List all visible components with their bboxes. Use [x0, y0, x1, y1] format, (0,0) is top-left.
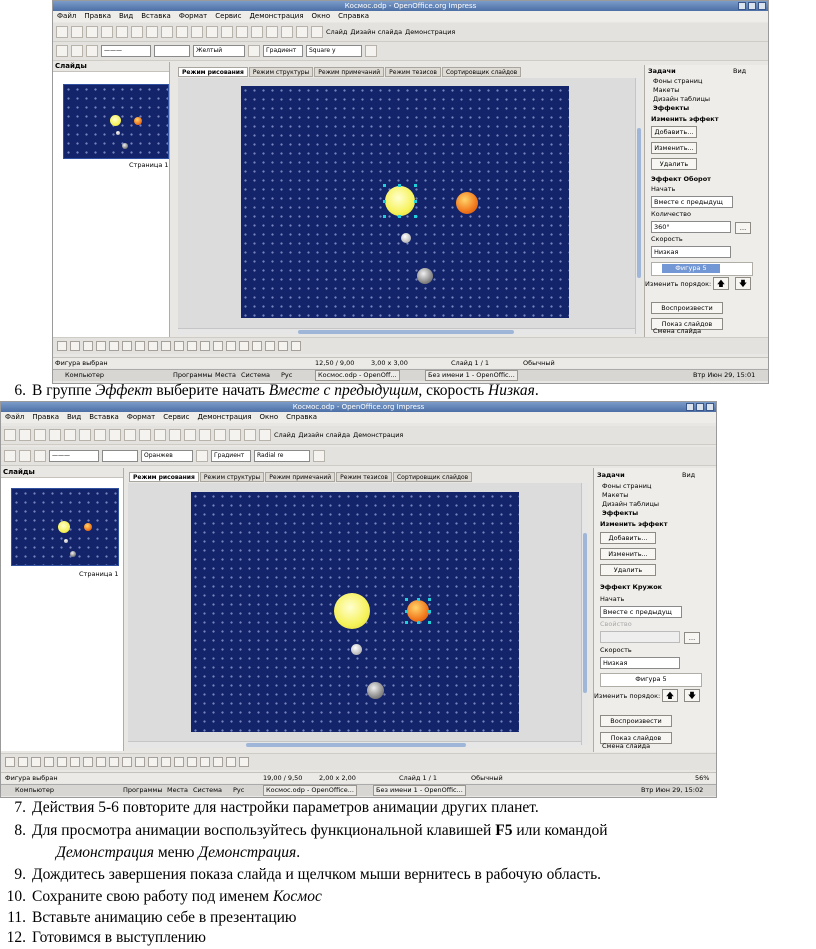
edit-effect-button[interactable]: Изменить...: [600, 548, 656, 560]
taskbar-programs[interactable]: Программы: [173, 371, 213, 379]
menu-bar: [53, 11, 768, 22]
section-effects[interactable]: Эффекты: [653, 104, 690, 112]
view-tabs: [178, 67, 521, 77]
status-position: 12,50 / 9,00: [315, 359, 355, 367]
drawing-toolbar: [1, 753, 716, 770]
arrow-style-icon[interactable]: [34, 450, 46, 462]
start-select[interactable]: Вместе с предыдущ: [600, 606, 682, 618]
tab-notes[interactable]: Режим примечаний: [265, 472, 335, 482]
slide-canvas[interactable]: [191, 492, 519, 732]
taskbar-task-untitled[interactable]: Без имени 1 - OpenOffic...: [373, 785, 466, 796]
chart-icon[interactable]: [251, 26, 263, 38]
move-up-button[interactable]: 🡅: [662, 689, 678, 702]
status-bar: [53, 357, 768, 368]
taskbar-task-kosmos[interactable]: Космос.odp - OpenOff...: [315, 370, 400, 381]
slideshow-preview-button[interactable]: Показ слайдов: [600, 732, 672, 744]
stars-icon[interactable]: [174, 757, 184, 767]
styles-icon[interactable]: [4, 450, 16, 462]
effect-name: Эффект Кружок: [600, 583, 663, 591]
slide-thumbnail[interactable]: [63, 84, 169, 159]
property-options-button[interactable]: …: [684, 632, 700, 644]
paste-icon[interactable]: [154, 429, 166, 441]
cut-icon[interactable]: [124, 429, 136, 441]
undo-icon[interactable]: [169, 429, 181, 441]
menu-tools[interactable]: Сервис: [215, 12, 242, 20]
minimize-icon[interactable]: [686, 403, 694, 411]
3d-icon[interactable]: [278, 341, 288, 351]
speed-label: Скорость: [600, 646, 632, 654]
status-layout: Обычный: [523, 359, 555, 367]
status-size: 3,00 x 3,00: [371, 359, 408, 367]
amount-select[interactable]: 360°: [651, 221, 731, 233]
open-icon[interactable]: [19, 429, 31, 441]
slideshow-button[interactable]: Демонстрация: [405, 28, 456, 36]
status-slide: Слайд 1 / 1: [451, 359, 490, 367]
text-icon[interactable]: [70, 757, 80, 767]
window-title: Космос.odp - OpenOffice.org Impress: [292, 403, 425, 411]
table-icon[interactable]: [214, 429, 226, 441]
section-slide-transition[interactable]: Смена слайда: [653, 327, 702, 335]
thumb-label: Страница 1: [129, 161, 169, 169]
rectangle-icon[interactable]: [44, 757, 54, 767]
window-title-bar: [53, 1, 768, 11]
menu-insert[interactable]: Вставка: [89, 413, 119, 421]
vertical-scrollbar[interactable]: [581, 483, 588, 745]
slides-pane: [1, 468, 124, 751]
ellipse-icon[interactable]: [57, 757, 67, 767]
line-width-select[interactable]: [154, 45, 190, 57]
spellcheck-icon[interactable]: [109, 429, 121, 441]
speed-label: Скорость: [651, 235, 683, 243]
area-icon[interactable]: [248, 45, 260, 57]
line-tool-icon[interactable]: [18, 757, 28, 767]
horizontal-scrollbar[interactable]: [128, 741, 581, 748]
arrow-style-icon[interactable]: [86, 45, 98, 57]
tab-drawing[interactable]: Режим рисования: [178, 67, 248, 77]
arrow-tool-icon[interactable]: [31, 757, 41, 767]
section-layouts[interactable]: Макеты: [653, 86, 680, 94]
chart-icon[interactable]: [199, 429, 211, 441]
standard-toolbar: [1, 426, 716, 445]
sun-shape[interactable]: [385, 186, 415, 216]
pdf-icon[interactable]: [131, 26, 143, 38]
image-icon[interactable]: [213, 757, 223, 767]
step-6: 6. В группе Эффект выберите начать Вместе с предыдущим, скорость Низкая.: [14, 382, 539, 399]
callouts-icon[interactable]: [213, 341, 223, 351]
tab-sorter[interactable]: Сортировщик слайдов: [442, 67, 521, 77]
mail-icon[interactable]: [49, 429, 61, 441]
move-up-button[interactable]: 🡅: [713, 277, 729, 290]
vertical-scrollbar[interactable]: [635, 78, 642, 334]
remove-effect-button[interactable]: Удалить: [600, 564, 656, 576]
status-position: 19,00 / 9,50: [263, 774, 303, 782]
save-icon[interactable]: [34, 429, 46, 441]
print-icon[interactable]: [146, 26, 158, 38]
line-color-select[interactable]: Желтый: [193, 45, 245, 57]
taskbar-task-kosmos[interactable]: Космос.odp - OpenOffice...: [263, 785, 357, 796]
drawing-toolbar: [53, 337, 768, 354]
menu-bar: [1, 412, 716, 423]
curve-icon[interactable]: [83, 757, 93, 767]
taskbar-places[interactable]: Места: [167, 786, 188, 794]
fontwork-icon[interactable]: [252, 341, 262, 351]
taskbar-lang: Рус: [281, 371, 293, 379]
connector-icon[interactable]: [96, 757, 106, 767]
area-icon[interactable]: [196, 450, 208, 462]
status-size: 2,00 x 2,00: [319, 774, 356, 782]
navigator-icon[interactable]: [281, 26, 293, 38]
move-down-button[interactable]: 🡇: [735, 277, 751, 290]
menu-edit[interactable]: Правка: [32, 413, 59, 421]
flowchart-icon[interactable]: [200, 341, 210, 351]
effect-list[interactable]: [600, 673, 702, 687]
section-backgrounds[interactable]: Фоны страниц: [653, 77, 703, 85]
line-style-select[interactable]: ———: [49, 450, 99, 462]
move-down-button[interactable]: 🡇: [684, 689, 700, 702]
open-icon[interactable]: [71, 26, 83, 38]
thumb-label: Страница 1: [79, 570, 119, 578]
taskbar-clock: Втр Июн 29, 15:01: [693, 371, 756, 379]
select-icon[interactable]: [5, 757, 15, 767]
line-icon[interactable]: [19, 450, 31, 462]
taskbar-system[interactable]: Система: [193, 786, 223, 794]
slide-canvas[interactable]: [241, 86, 569, 318]
text-icon[interactable]: [122, 341, 132, 351]
paste-icon[interactable]: [206, 26, 218, 38]
line-fill-toolbar: [1, 447, 716, 466]
menu-edit[interactable]: Правка: [84, 12, 111, 20]
start-label: Начать: [651, 185, 676, 193]
taskbar-lang: Рус: [233, 786, 245, 794]
line-tool-icon[interactable]: [70, 341, 80, 351]
task-pane: [593, 468, 717, 752]
task-pane-title: Задачи: [648, 67, 676, 75]
new-icon[interactable]: [56, 26, 68, 38]
menu-file[interactable]: Файл: [5, 413, 25, 421]
slides-pane-title: Слайды: [53, 62, 169, 72]
standard-toolbar: [53, 23, 768, 42]
zoom-icon[interactable]: [296, 26, 308, 38]
taskbar-computer[interactable]: Компьютер: [15, 786, 54, 794]
copy-icon[interactable]: [139, 429, 151, 441]
task-pane-title: Задачи: [597, 471, 625, 479]
add-effect-button[interactable]: Добавить...: [600, 532, 656, 544]
amount-label: Количество: [651, 210, 691, 218]
redo-icon[interactable]: [184, 429, 196, 441]
symbol-shapes-icon[interactable]: [174, 341, 184, 351]
close-icon[interactable]: [758, 2, 766, 10]
zoom-icon[interactable]: [244, 429, 256, 441]
menu-window[interactable]: Окно: [311, 12, 331, 20]
status-bar: [1, 772, 716, 783]
maximize-icon[interactable]: [748, 2, 756, 10]
play-button[interactable]: Воспроизвести: [600, 715, 672, 727]
help-icon[interactable]: [311, 26, 323, 38]
start-label: Начать: [600, 595, 625, 603]
section-table-design[interactable]: Дизайн таблицы: [602, 500, 659, 508]
line-fill-toolbar: [53, 42, 768, 61]
basic-shapes-icon[interactable]: [109, 757, 119, 767]
slideshow-preview-button[interactable]: Показ слайдов: [651, 318, 723, 330]
drawing-area[interactable]: [128, 483, 581, 745]
status-layout: Обычный: [471, 774, 503, 782]
section-effects[interactable]: Эффекты: [602, 509, 639, 517]
block-arrows-icon[interactable]: [187, 341, 197, 351]
menu-insert[interactable]: Вставка: [141, 12, 171, 20]
task-pane: [644, 65, 769, 337]
undo-icon[interactable]: [221, 26, 233, 38]
tab-sorter[interactable]: Сортировщик слайдов: [393, 472, 472, 482]
horizontal-scrollbar[interactable]: [178, 328, 635, 335]
edit-icon[interactable]: [64, 429, 76, 441]
change-effect-heading: Изменить эффект: [651, 115, 719, 123]
asteroid-shape[interactable]: [417, 268, 433, 284]
select-icon[interactable]: [57, 341, 67, 351]
slides-pane-title: Слайды: [1, 468, 123, 478]
close-icon[interactable]: [706, 403, 714, 411]
tab-handout[interactable]: Режим тезисов: [385, 67, 441, 77]
property-label: Свойство: [600, 620, 632, 628]
image-icon[interactable]: [265, 341, 275, 351]
moon-shape[interactable]: [401, 233, 411, 243]
effect-list[interactable]: [651, 262, 753, 276]
menu-file[interactable]: Файл: [57, 12, 77, 20]
step-8: 8. Для просмотра анимации воспользуйтесь функциональной клавишей F5 или командой: [14, 822, 608, 839]
mail-icon[interactable]: [101, 26, 113, 38]
animation-icon[interactable]: [291, 341, 301, 351]
redo-icon[interactable]: [236, 26, 248, 38]
change-effect-heading: Изменить эффект: [600, 520, 668, 528]
menu-view[interactable]: Вид: [66, 413, 82, 421]
line-color-select[interactable]: Оранжев: [141, 450, 193, 462]
maximize-icon[interactable]: [696, 403, 704, 411]
animation-icon[interactable]: [239, 757, 249, 767]
styles-icon[interactable]: [56, 45, 68, 57]
screenshot-1: [52, 0, 769, 384]
menu-view[interactable]: Вид: [118, 12, 134, 20]
add-effect-button[interactable]: Добавить...: [651, 126, 697, 138]
mars-shape[interactable]: [456, 192, 478, 214]
sun-shape[interactable]: [334, 593, 370, 629]
navigator-icon[interactable]: [229, 429, 241, 441]
section-slide-transition[interactable]: Смена слайда: [602, 742, 651, 750]
arrow-tool-icon[interactable]: [83, 341, 93, 351]
tab-handout[interactable]: Режим тезисов: [336, 472, 392, 482]
task-pane-view-menu[interactable]: Вид: [733, 67, 747, 75]
callouts-icon[interactable]: [161, 757, 171, 767]
menu-format[interactable]: Формат: [126, 413, 156, 421]
cut-icon[interactable]: [176, 26, 188, 38]
task-pane-view-menu[interactable]: Вид: [682, 471, 696, 479]
menu-tools[interactable]: Сервис: [163, 413, 190, 421]
menu-slideshow[interactable]: Демонстрация: [197, 413, 252, 421]
taskbar-programs[interactable]: Программы: [123, 786, 163, 794]
view-tabs: [129, 472, 472, 482]
moon-shape[interactable]: [351, 644, 362, 655]
start-select[interactable]: Вместе с предыдущ: [651, 196, 733, 208]
drawing-area[interactable]: [178, 78, 641, 334]
menu-help[interactable]: Справка: [286, 413, 317, 421]
flowchart-icon[interactable]: [148, 757, 158, 767]
effect-list-item[interactable]: Фигура 5: [662, 264, 720, 273]
effect-name: Эффект Оборот: [651, 175, 711, 183]
change-order-label: Изменить порядок:: [594, 692, 661, 700]
section-layouts[interactable]: Макеты: [602, 491, 629, 499]
step-7: 7. Действия 5-6 повторите для настройки параметров анимации других планет.: [14, 799, 539, 816]
rectangle-icon[interactable]: [96, 341, 106, 351]
minimize-icon[interactable]: [738, 2, 746, 10]
edit-effect-button[interactable]: Изменить...: [651, 142, 697, 154]
step-8-line-2: Демонстрация меню Демонстрация.: [56, 844, 301, 861]
fill-value-select[interactable]: Radial re: [254, 450, 310, 462]
step-9: 9. Дождитесь завершения показа слайда и щелчком мыши вернитесь в рабочую область.: [14, 866, 602, 883]
fill-type-select[interactable]: Градиент: [263, 45, 303, 57]
slide-design-button[interactable]: Дизайн слайда: [298, 431, 351, 439]
menu-window[interactable]: Окно: [259, 413, 279, 421]
menu-help[interactable]: Справка: [338, 12, 369, 20]
line-style-select[interactable]: ———: [101, 45, 151, 57]
window-title-bar: [1, 402, 716, 412]
status-slide: Слайд 1 / 1: [399, 774, 438, 782]
points-icon[interactable]: [187, 757, 197, 767]
step-11: 11. Вставьте анимацию себе в презентацию: [7, 909, 297, 926]
save-icon[interactable]: [86, 26, 98, 38]
slides-pane: [53, 62, 170, 352]
block-arrows-icon[interactable]: [135, 757, 145, 767]
line-width-select[interactable]: [102, 450, 138, 462]
menu-slideshow[interactable]: Демонстрация: [249, 12, 304, 20]
stars-icon[interactable]: [226, 341, 236, 351]
spellcheck-icon[interactable]: [161, 26, 173, 38]
points-icon[interactable]: [239, 341, 249, 351]
property-select: [600, 631, 680, 643]
slide-button[interactable]: Слайд: [274, 431, 296, 439]
help-icon[interactable]: [259, 429, 271, 441]
taskbar-computer[interactable]: Компьютер: [65, 371, 104, 379]
new-icon[interactable]: [4, 429, 16, 441]
fill-type-select[interactable]: Градиент: [211, 450, 251, 462]
system-taskbar: [53, 369, 768, 381]
remove-effect-button[interactable]: Удалить: [651, 158, 697, 170]
system-taskbar: [1, 784, 716, 796]
line-icon[interactable]: [71, 45, 83, 57]
taskbar-clock: Втр Июн 29, 15:02: [641, 786, 704, 794]
basic-shapes-icon[interactable]: [161, 341, 171, 351]
curve-icon[interactable]: [135, 341, 145, 351]
speed-select[interactable]: Низкая: [600, 657, 680, 669]
pdf-icon[interactable]: [79, 429, 91, 441]
status-selection: Фигура выбран: [5, 774, 58, 782]
step-12: 12. Готовимся в выступлению: [6, 929, 206, 946]
change-order-label: Изменить порядок:: [645, 280, 712, 288]
tab-outline[interactable]: Режим структуры: [249, 67, 313, 77]
screenshot-2: [0, 401, 717, 798]
taskbar-places[interactable]: Места: [215, 371, 236, 379]
symbol-shapes-icon[interactable]: [122, 757, 132, 767]
section-table-design[interactable]: Дизайн таблицы: [653, 95, 710, 103]
status-zoom: 56%: [695, 774, 710, 782]
section-backgrounds[interactable]: Фоны страниц: [602, 482, 652, 490]
asteroid-shape[interactable]: [367, 682, 384, 699]
taskbar-task-untitled[interactable]: Без имени 1 - OpenOffic...: [425, 370, 518, 381]
speed-select[interactable]: Низкая: [651, 246, 731, 258]
fill-value-select[interactable]: Square y: [306, 45, 362, 57]
menu-format[interactable]: Формат: [178, 12, 208, 20]
table-icon[interactable]: [266, 26, 278, 38]
amount-options-button[interactable]: …: [735, 222, 751, 234]
slide-button[interactable]: Слайд: [326, 28, 348, 36]
mars-shape[interactable]: [407, 600, 429, 622]
3d-icon[interactable]: [226, 757, 236, 767]
slide-thumbnail[interactable]: [11, 488, 119, 566]
effect-list-item[interactable]: Фигура 5: [635, 675, 667, 683]
print-icon[interactable]: [94, 429, 106, 441]
connector-icon[interactable]: [148, 341, 158, 351]
copy-icon[interactable]: [191, 26, 203, 38]
play-button[interactable]: Воспроизвести: [651, 302, 723, 314]
step-10: 10. Сохраните свою работу под именем Космос: [6, 888, 322, 905]
shadow-icon[interactable]: [313, 450, 325, 462]
ellipse-icon[interactable]: [109, 341, 119, 351]
taskbar-system[interactable]: Система: [241, 371, 271, 379]
tab-outline[interactable]: Режим структуры: [200, 472, 264, 482]
edit-icon[interactable]: [116, 26, 128, 38]
slideshow-button[interactable]: Демонстрация: [353, 431, 404, 439]
tab-notes[interactable]: Режим примечаний: [314, 67, 384, 77]
fontwork-icon[interactable]: [200, 757, 210, 767]
shadow-icon[interactable]: [365, 45, 377, 57]
window-title: Космос.odp - OpenOffice.org Impress: [344, 2, 477, 10]
status-selection: Фигура выбран: [55, 359, 108, 367]
tab-drawing[interactable]: Режим рисования: [129, 472, 199, 482]
slide-design-button[interactable]: Дизайн слайда: [350, 28, 403, 36]
